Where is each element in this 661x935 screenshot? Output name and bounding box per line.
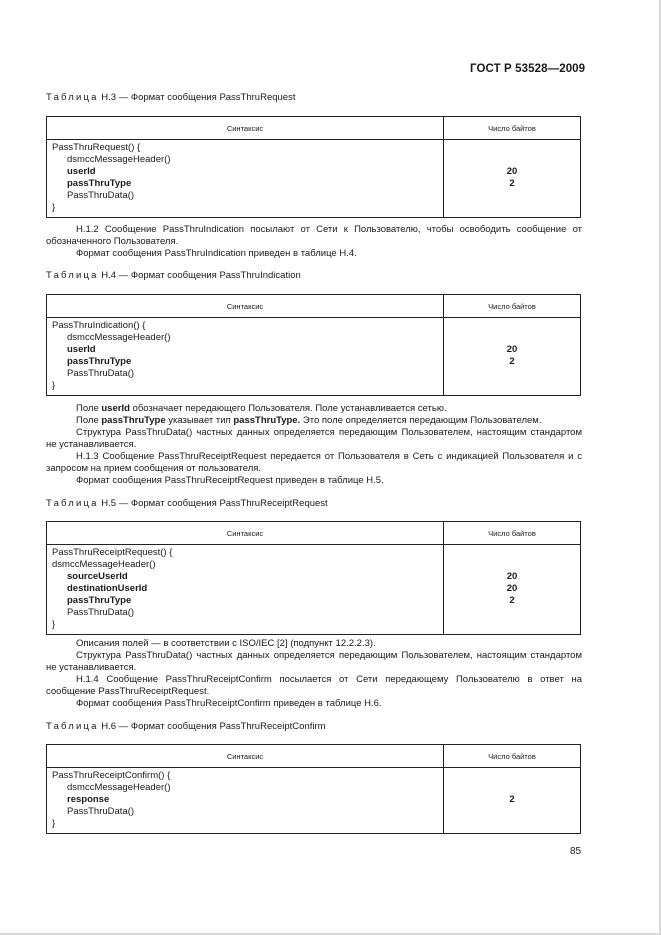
bytes-value: 2: [509, 178, 515, 189]
syntax-line: response: [67, 794, 110, 805]
syntax-column-header: Синтаксис: [47, 295, 444, 318]
syntax-line: PassThruReceiptConfirm() {: [52, 770, 171, 781]
table-h3-caption: Таблица Н.3 — Формат сообщения PassThruRequest: [46, 92, 296, 103]
syntax-line: }: [52, 380, 56, 391]
syntax-line: }: [52, 818, 56, 829]
bytes-cell: [444, 545, 581, 635]
bytes-value: 20: [506, 571, 518, 582]
syntax-column-header: Синтаксис: [47, 117, 444, 140]
table-h4-caption: Таблица Н.4 — Формат сообщения PassThruIndication: [46, 270, 301, 281]
syntax-cell: [47, 140, 444, 218]
bytes-cell: [444, 768, 581, 834]
syntax-line: passThruType: [67, 595, 132, 606]
bytes-value: 2: [509, 356, 515, 367]
syntax-column-header: Синтаксис: [47, 522, 444, 545]
syntax-line: userId: [67, 166, 96, 177]
bytes-value: [444, 559, 580, 571]
table-h6: [46, 744, 581, 834]
syntax-line: userId: [67, 344, 96, 355]
syntax-line: sourceUserId: [67, 571, 128, 582]
bytes-value: [444, 320, 580, 332]
page-number: 85: [570, 846, 582, 857]
bytes-value: 2: [509, 595, 515, 606]
syntax-line: passThruType: [67, 356, 132, 367]
bytes-column-header: Число байтов: [444, 745, 581, 768]
syntax-line: PassThruRequest() {: [52, 142, 141, 153]
syntax-line: PassThruData(): [67, 806, 135, 817]
bytes-value: 20: [506, 583, 518, 594]
syntax-column-header: Синтаксис: [47, 745, 444, 768]
syntax-line: dsmccMessageHeader(): [67, 782, 171, 793]
syntax-line: PassThruData(): [67, 190, 135, 201]
table-h5-caption: Таблица Н.5 — Формат сообщения PassThruReceiptRequest: [46, 498, 328, 509]
paragraph-fields-h4: Поле userId обозначает передающего Пользователя. Поле устанавливается сетью. Поле passThruType указывает тип passThruType. Это поле определяется передающим Пользователем. Структура PassThruData() частных данных определяется передающим Пользователем, настоящим стандартом не устанавливается. Н.1.3 Сообщение PassThruReceiptRequest передается от Пользователя в Сеть с индикацией Пользователя и с запросом на прием сообщения от пользователя. Формат сообщения PassThruReceiptRequest приведен в таблице Н.5.: [46, 403, 582, 486]
table-h3: [46, 116, 581, 218]
syntax-line: dsmccMessageHeader(): [52, 559, 156, 570]
bytes-cell: [444, 140, 581, 218]
syntax-line: passThruType: [67, 178, 132, 189]
standard-header: ГОСТ Р 53528—2009: [470, 63, 586, 75]
bytes-column-header: Число байтов: [444, 117, 581, 140]
bytes-value: [444, 142, 580, 154]
paragraph-h5-desc: Описания полей — в соответствии с ISO/IEC [2] (подпункт 12.2.2.3). Структура PassThruData() частных данных определяется передающим Пользователем, настоящим стандартом не устанавливается. Н.1.4 Сообщение PassThruReceiptConfirm посылается от Сети передающему Пользователю в ответ на сообщение PassThruReceiptRequest. Формат сообщения PassThruReceiptConfirm приведен в таблице Н.6.: [46, 638, 582, 709]
syntax-cell: [47, 545, 444, 635]
syntax-line: dsmccMessageHeader(): [67, 332, 171, 343]
bytes-value: [444, 547, 580, 559]
bytes-value: 20: [506, 166, 518, 177]
syntax-line: dsmccMessageHeader(): [67, 154, 171, 165]
table-h4: [46, 294, 581, 396]
bytes-value: 2: [509, 794, 515, 805]
syntax-line: }: [52, 202, 56, 213]
bytes-column-header: Число байтов: [444, 295, 581, 318]
bytes-value: [444, 154, 580, 166]
bytes-value: [444, 782, 580, 794]
syntax-cell: [47, 768, 444, 834]
table-h6-caption: Таблица Н.6 — Формат сообщения PassThruReceiptConfirm: [46, 721, 326, 732]
syntax-line: PassThruData(): [67, 607, 135, 618]
syntax-line: }: [52, 619, 56, 630]
bytes-value: 20: [506, 344, 518, 355]
bytes-column-header: Число байтов: [444, 522, 581, 545]
syntax-cell: [47, 318, 444, 396]
table-h5: [46, 521, 581, 635]
bytes-value: [444, 332, 580, 344]
syntax-line: PassThruData(): [67, 368, 135, 379]
syntax-line: PassThruReceiptRequest() {: [52, 547, 173, 558]
syntax-line: destinationUserId: [67, 583, 148, 594]
syntax-line: PassThruIndication() {: [52, 320, 146, 331]
bytes-value: [444, 770, 580, 782]
paragraph-h12: Н.1.2 Сообщение PassThruIndication посылают от Сети к Пользователю, чтобы освободить сообщение от обозначенного Пользователя. Формат сообщения PassThruIndication приведен в таблице Н.4.: [46, 224, 582, 259]
bytes-cell: [444, 318, 581, 396]
